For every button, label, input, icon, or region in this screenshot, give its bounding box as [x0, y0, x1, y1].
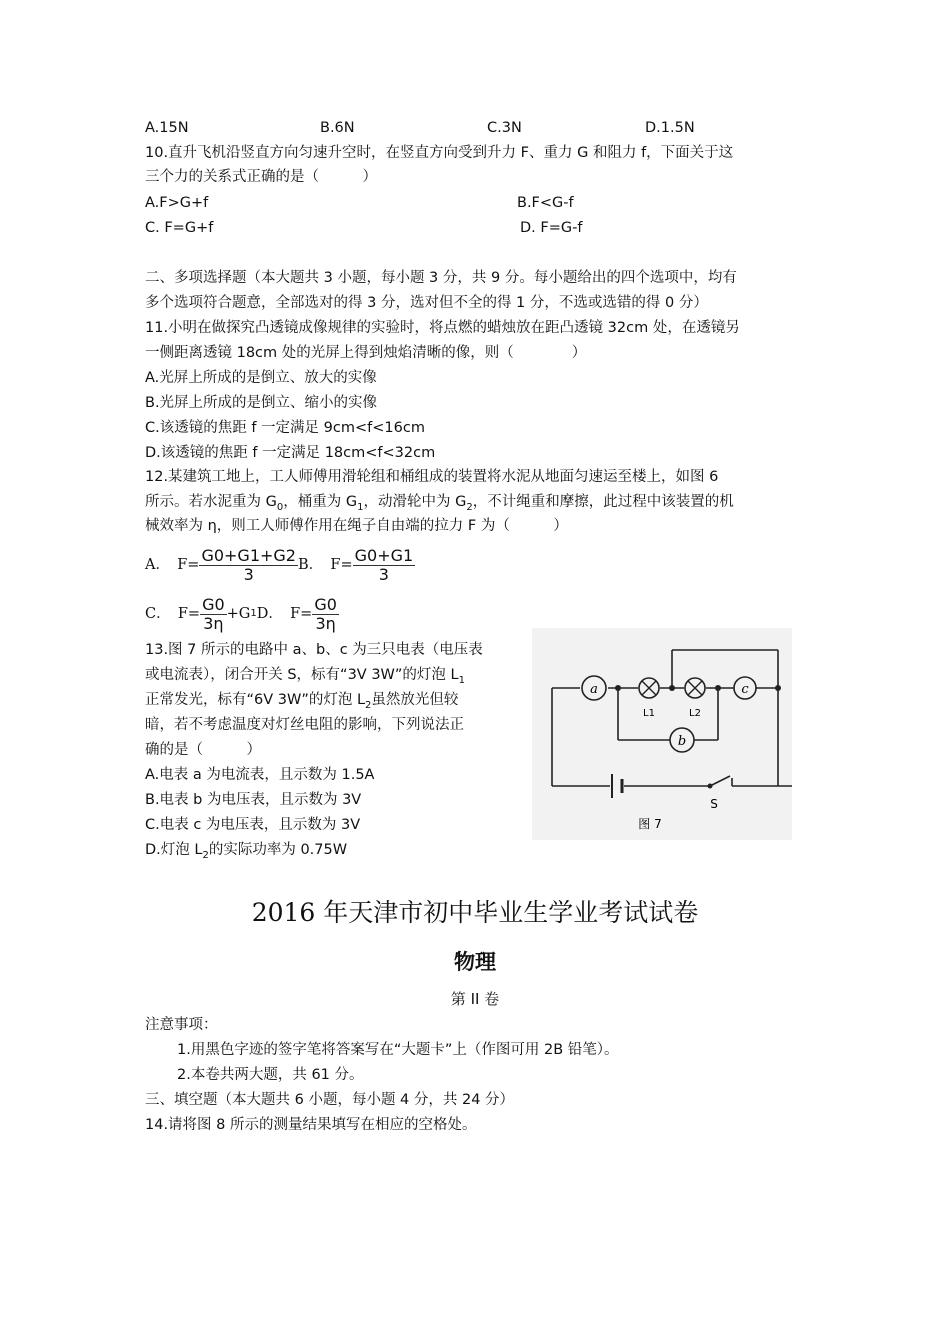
q9-option-c: C.3N	[487, 120, 522, 136]
figure-7-circuit	[532, 628, 792, 840]
switch-blade	[710, 776, 730, 786]
q13-line5: 确的是（ ）	[145, 742, 261, 758]
circuit-svg	[532, 628, 792, 840]
q11-option-d: D.该透镜的焦距 f 一定满足 18cm<f<32cm	[145, 445, 436, 461]
notice-item-1: 1.用黑色字迹的签字笔将答案写在“大题卡”上（作图可用 2B 铅笔）。	[177, 1042, 619, 1058]
q14-line: 14.请将图 8 所示的测量结果填写在相应的空格处。	[145, 1117, 477, 1133]
q11-option-a: A.光屏上所成的是倒立、放大的实像	[145, 370, 377, 386]
section2-line2: 多个选项符合题意，全部选对的得 3 分，选对但不全的得 1 分，不选或选错的得 0 分）	[145, 295, 708, 311]
q10-option-a: A.F>G+f	[145, 195, 209, 211]
q13-option-c: C.电表 c 为电压表，且示数为 3V	[145, 817, 361, 833]
meter-c-label: c	[741, 682, 749, 697]
q12-option-c-label: C． F=	[145, 606, 201, 622]
switch-label: S	[710, 797, 718, 811]
q13-option-b: B.电表 b 为电压表，且示数为 3V	[145, 792, 362, 808]
q10-line1: 10.直升飞机沿竖直方向匀速升空时，在竖直方向受到升力 F、重力 G 和阻力 f，下面关于这	[145, 145, 734, 161]
q9-option-b: B.6N	[320, 120, 355, 136]
q12-option-a-label: A． F=	[145, 557, 200, 573]
q13-line1: 13.图 7 所示的电路中 a、b、c 为三只电表（电压表	[145, 642, 483, 658]
notice-item-2: 2.本卷共两大题，共 61 分。	[177, 1067, 364, 1083]
q12-line1: 12.某建筑工地上，工人师傅用滑轮组和桶组成的装置将水泥从地面匀速运至楼上，如图 6	[145, 469, 719, 485]
q12-line2: 所示。若水泥重为 $G_0$，桶重为 $G_1$，动滑轮中为 $G_2$，不计绳重和摩擦，此过程中该装置的机	[145, 494, 734, 513]
junction-dot-4	[775, 685, 781, 691]
notice-heading: 注意事项：	[145, 1017, 218, 1033]
q13-option-d: D.灯泡 $L_2$的实际功率为 0.75W	[145, 842, 348, 861]
junction-dot-3	[715, 685, 721, 691]
q13-option-a: A.电表 a 为电流表，且示数为 1.5A	[145, 767, 375, 783]
q10-option-b: B.F<G-f	[517, 195, 574, 211]
paper-title: 2016 年天津市初中毕业生学业考试试卷	[251, 898, 699, 927]
junction-dot-2	[669, 685, 675, 691]
paper-subject: 物理	[454, 950, 496, 974]
meter-a-label: a	[590, 682, 598, 697]
q12-option-ab	[145, 542, 415, 588]
section3-heading: 三、填空题（本大题共 6 小题，每小题 4 分，共 24 分）	[145, 1092, 515, 1108]
q12-option-b-fraction: $\frac{G0+G1}{3}$	[354, 545, 414, 584]
q11-option-c: C.该透镜的焦距 f 一定满足 9cm<f<16cm	[145, 420, 425, 436]
q9-option-a: A.15N	[145, 120, 189, 136]
q12-option-cd: C． F= $\frac{G0}{3\eta}$ +G 1 D． F= $\frac{G0}{3\eta}$	[145, 594, 337, 633]
lamp-l1-label: L1	[643, 708, 655, 719]
q12-option-a-fraction: $\frac{G0+G1+G2}{3}$	[201, 545, 296, 584]
q12-option-b-label: B． F=	[297, 557, 353, 573]
q13-line3: 正常发光，标有“6V 3W”的灯泡 $L_2$虽然放光但较	[145, 692, 459, 711]
q12-option-d-fraction: $\frac{G0}{3\eta}$	[314, 594, 337, 633]
q11-line1: 11.小明在做探究凸透镜成像规律的实验时，将点燃的蜡烛放在距凸透镜 32cm 处，在透镜另	[145, 320, 740, 336]
paper-volume: 第 II 卷	[450, 990, 500, 1008]
q13-line4: 暗，若不考虑温度对灯丝电阻的影响，下列说法正	[145, 717, 464, 733]
meter-b-label: b	[677, 734, 687, 749]
section2-line1: 二、多项选择题（本大题共 3 小题，每小题 3 分，共 9 分。每小题给出的四个选项中，均有	[145, 270, 737, 286]
q10-option-c: C. F=G+f	[145, 220, 214, 236]
figure-7-caption: 图 7	[638, 817, 662, 831]
q11-option-b: B.光屏上所成的是倒立、缩小的实像	[145, 395, 378, 411]
q10-line2: 三个力的关系式正确的是（ ）	[145, 169, 377, 185]
q9-option-d: D.1.5N	[645, 120, 695, 136]
q12-option-d-label: D． F=	[256, 606, 313, 622]
q11-line2: 一侧距离透镜 18cm 处的光屏上得到烛焰清晰的像，则（ ）	[145, 345, 587, 361]
junction-dot-1	[615, 685, 621, 691]
q12-line3: 械效率为 η，则工人师傅作用在绳子自由端的拉力 F 为（ ）	[145, 518, 568, 534]
q13-line2: 或电流表），闭合开关 S，标有“3V 3W”的灯泡 $L_1$	[145, 667, 465, 686]
q10-option-d: D. F=G-f	[520, 220, 583, 236]
lamp-l2-label: L2	[689, 708, 701, 719]
q12-option-c-fraction: $\frac{G0}{3\eta}$	[202, 594, 225, 633]
